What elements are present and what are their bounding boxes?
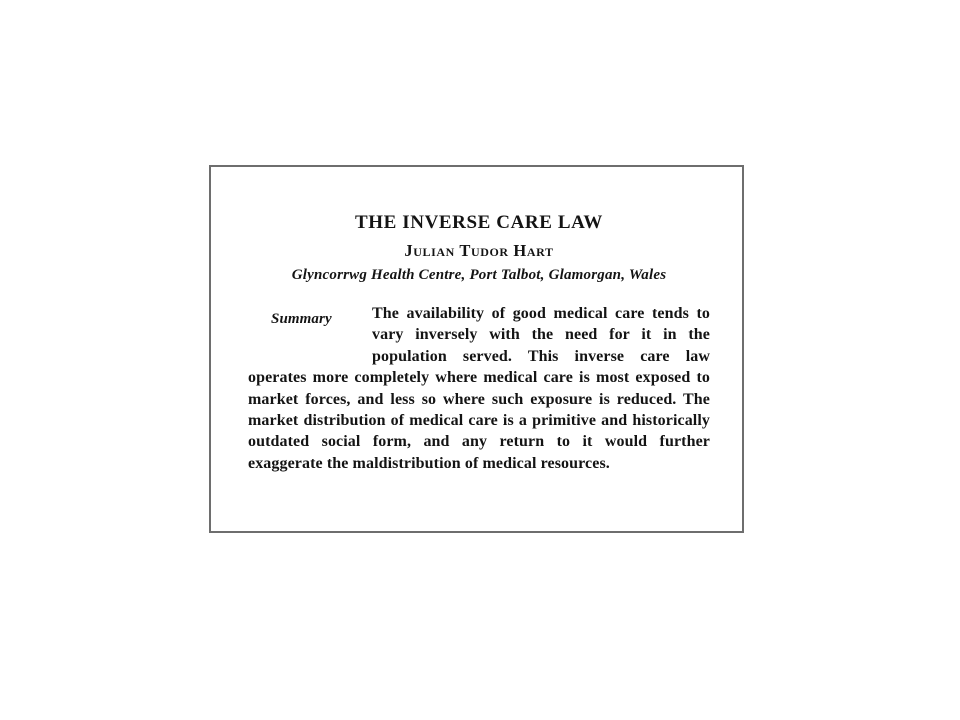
- article-excerpt-card: [209, 165, 744, 533]
- author-affiliation: Glyncorrwg Health Centre, Port Talbot, Glamorgan, Wales: [291, 267, 667, 283]
- summary-paragraph: [248, 303, 710, 474]
- author-name: Julian Tudor Hart: [404, 241, 554, 260]
- article-title: THE INVERSE CARE LAW: [355, 212, 603, 233]
- summary-text: The availability of good medical care tends to vary inversely with the need for it in the population served. This inverse care law operates more completely where medical care is most exposed to market forces, and less so where such exposure is reduced. The market distribution of medical care is a primitive and historically outdated social form, and any return to it would further exaggerate the maldistribution of medical resources.: [248, 305, 710, 472]
- summary-label: Summary: [271, 311, 332, 327]
- article-header: [248, 211, 710, 474]
